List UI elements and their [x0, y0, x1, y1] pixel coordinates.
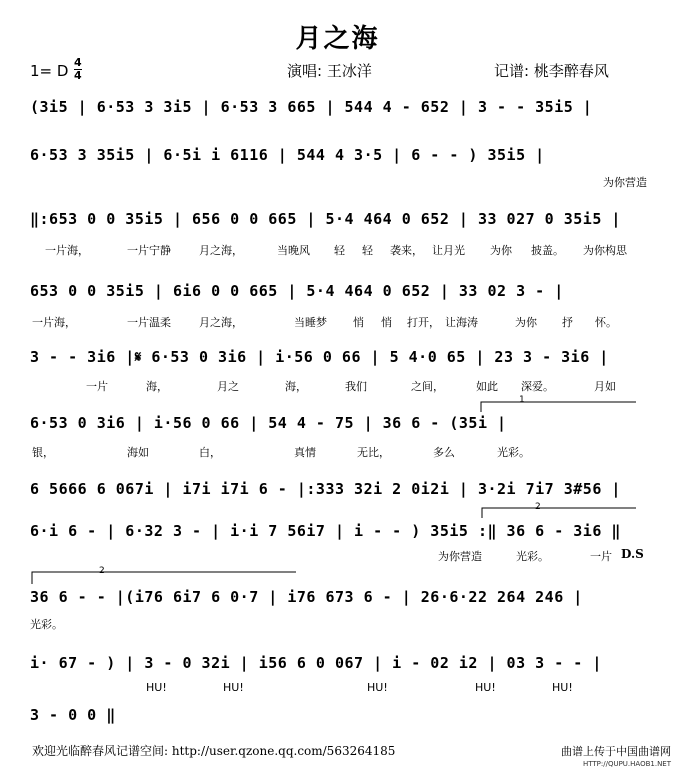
- lyric: 为你构思: [583, 244, 627, 257]
- lyric: 海如: [127, 446, 149, 459]
- lyric: 真情: [294, 446, 316, 459]
- lyric: 当晚风: [277, 244, 310, 257]
- key-signature: 1= D: [30, 62, 69, 80]
- score-row-2: 6·53 3 35i5 | 6·5i i 6116 | 544 4 3·5 | 6 - - ) 35i5 |: [30, 146, 545, 164]
- lyric: 我们: [345, 380, 367, 393]
- volta-1-label: 1: [519, 395, 525, 405]
- lyric-hu: HU!: [475, 681, 496, 694]
- score-row-6: 6·53 0 3i6 | i·56 0 66 | 54 4 - 75 | 36 6 - (35i |: [30, 414, 507, 432]
- lyric: 白，: [199, 446, 221, 459]
- lyric: 月之海，: [199, 244, 243, 257]
- time-signature-bottom: 4: [74, 69, 82, 82]
- transcriber-credit: 记谱: 桃李醉春风: [494, 62, 609, 80]
- time-signature-top: 4: [74, 56, 82, 69]
- lyric: 让月光: [432, 244, 465, 257]
- lyric: 披盖。: [531, 244, 564, 257]
- lyric: 当睡梦: [294, 316, 327, 329]
- lyric-hu: HU!: [552, 681, 573, 694]
- lyric: 为你: [515, 316, 537, 329]
- lyric: 深爱。: [521, 380, 554, 393]
- site-stamp-main: 曲谱上传于中国曲谱网: [561, 745, 671, 758]
- lyric-hu: HU!: [223, 681, 244, 694]
- song-title: 月之海: [295, 24, 380, 54]
- lyric: 让海涛: [445, 316, 478, 329]
- score-row-8: 6·i 6 - | 6·32 3 - | i·i 7 56i7 | i - - ) 35i5 :‖ 36 6 - 3i6 ‖: [30, 522, 621, 540]
- lyric: 月之: [217, 380, 239, 393]
- lyric: 如此: [476, 380, 498, 393]
- score-row-11: 3 - 0 0 ‖: [30, 706, 116, 724]
- lyric: 一片海，: [32, 316, 76, 329]
- lyric: 海，: [285, 380, 307, 393]
- volta-2a-bracket: [482, 508, 636, 518]
- lyric: 打开，: [407, 316, 440, 329]
- lyric: 月如: [594, 380, 616, 393]
- lyric: 袭来，: [390, 244, 423, 257]
- lyric: 一片温柔: [127, 316, 171, 329]
- volta-2b-label: 2: [99, 566, 105, 576]
- lyric: 一片海，: [45, 244, 89, 257]
- lyric-hu: HU!: [367, 681, 388, 694]
- score-row-4: 653 0 0 35i5 | 6i6 0 0 665 | 5·4 464 0 652 | 33 02 3 - |: [30, 282, 564, 300]
- score-row-9: 36 6 - - |(i76 6i7 6 0·7 | i76 673 6 - | 26·6·22 264 246 |: [30, 588, 583, 606]
- singer-credit: 演唱: 王冰洋: [287, 62, 372, 80]
- lyric: 之间，: [411, 380, 444, 393]
- lyric: 光彩。: [30, 618, 63, 631]
- lyric: 银，: [32, 446, 54, 459]
- lyric: 多么: [433, 446, 455, 459]
- score-row-10: i· 67 - ) | 3 - 0 32i | i56 6 0 067 | i - 02 i2 | 03 3 - - |: [30, 654, 602, 672]
- score-row-1: (3i5 | 6·53 3 3i5 | 6·53 3 665 | 544 4 - 652 | 3 - - 35i5 |: [30, 98, 593, 116]
- lyric: 抒: [562, 316, 573, 329]
- lyric: 月之海，: [199, 316, 243, 329]
- lyric-hu: HU!: [146, 681, 167, 694]
- volta-1-bracket: [481, 402, 636, 412]
- lyric: 怀。: [595, 316, 617, 329]
- lyric: 海，: [146, 380, 168, 393]
- lyric: 一片宁静: [127, 244, 171, 257]
- lyric: 为你营造: [603, 176, 647, 189]
- lyric: 轻: [362, 244, 373, 257]
- lyric: 悄: [381, 316, 392, 329]
- lyric: 悄: [353, 316, 364, 329]
- volta-2a-label: 2: [535, 502, 541, 512]
- lyric: 为你营造: [438, 550, 482, 563]
- lyric: 轻: [334, 244, 345, 257]
- site-stamp: [561, 746, 671, 770]
- lyric: 为你: [490, 244, 512, 257]
- dal-segno-mark: D.S: [621, 547, 644, 561]
- footer-text: 欢迎光临醉春风记谱空间: http://user.qzone.qq.com/563264185: [32, 744, 396, 758]
- lyric: 无比，: [357, 446, 390, 459]
- score-row-5: 3 - - 3i6 |𝄋 6·53 0 3i6 | i·56 0 66 | 5 4·0 65 | 23 3 - 3i6 |: [30, 348, 609, 366]
- score-row-7: 6 5666 6 067i | i7i i7i 6 - |:333 32i 2 0i2i | 3·2i 7i7 3#56 |: [30, 480, 621, 498]
- time-signature: [74, 57, 82, 82]
- lyric: 光彩。: [497, 446, 530, 459]
- score-row-3: ‖:653 0 0 35i5 | 656 0 0 665 | 5·4 464 0 652 | 33 027 0 35i5 |: [30, 210, 621, 228]
- volta-2b-bracket: [32, 572, 296, 584]
- site-stamp-url: HTTP://QUPU.HAOB1.NET: [582, 760, 671, 768]
- lyric: 一片: [590, 550, 612, 563]
- lyric: 一片: [86, 380, 108, 393]
- lyric: 光彩。: [516, 550, 549, 563]
